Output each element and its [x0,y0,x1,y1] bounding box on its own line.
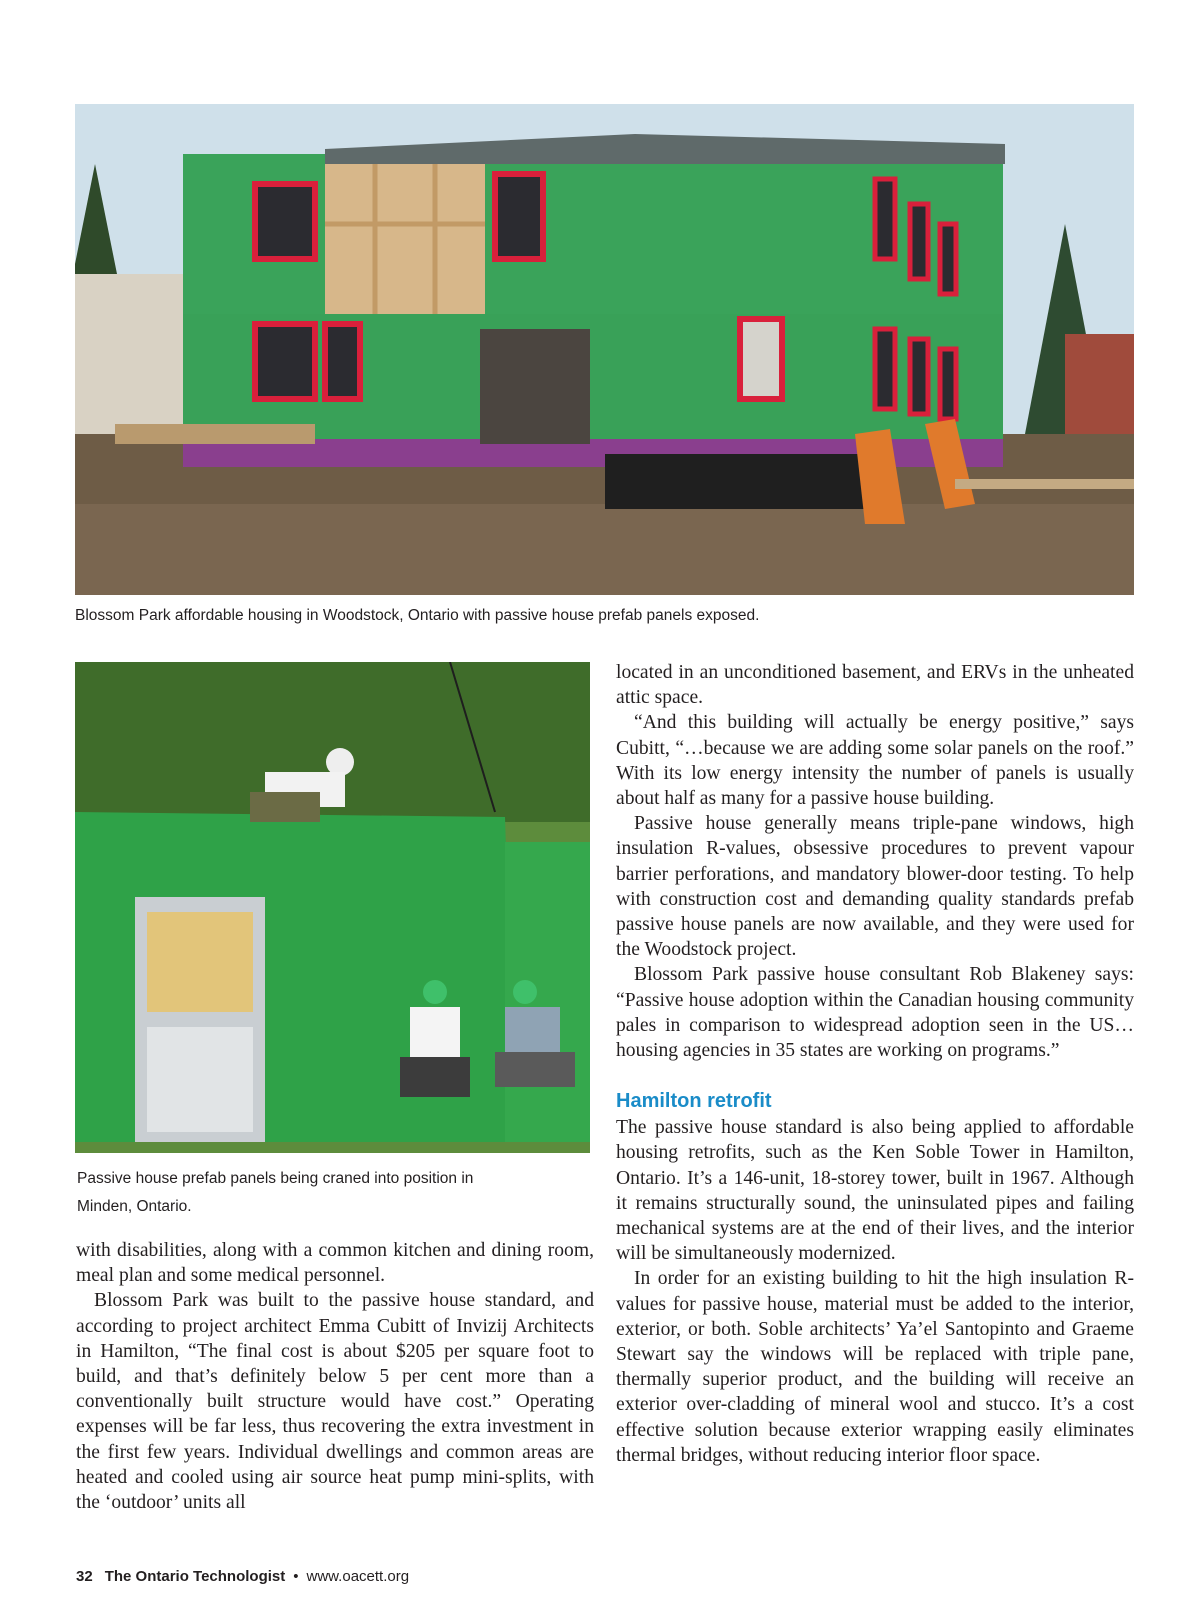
body-paragraph: The passive house standard is also being applied to affordable housing retrofits, such as the Ken Soble Tower in Hamilton, Ontario. It’s a 146-unit, 18-storey tower, built in 1967. Although it remains structurally sound, the uninsulated pipes and failing mechanical systems are at the end of their lives, and the interior will be simultaneously modernized. [616,1117,1134,1265]
side-photo-caption: Passive house prefab panels being craned into position in Minden, Ontario. [77,1170,474,1215]
body-paragraph: located in an unconditioned basement, and ERVs in the unheated attic space. [616,662,1134,709]
body-paragraph: In order for an existing building to hit the high insulation R-values for passive house, material must be added to the interior, exterior, or both. Soble architects’ Ya’el Santopinto and Graeme Stewart say the windows will be replaced with triple pane, thermally superior product, and the building will receive an exterior over-cladding of mineral wool and stucco. It’s a cost effective solution because exterior wrapping easily eliminates thermal bridges, without reducing interior floor space. [616,1268,1134,1466]
building-construction-photo [75,104,1134,595]
footer-separator: • [293,1568,299,1585]
magazine-title: The Ontario Technologist [104,1568,286,1585]
website-link[interactable]: www.oacett.org [306,1568,410,1585]
body-paragraph: Blossom Park passive house consultant Rob Blakeney says: “Passive house adoption within the Canadian housing community pales in comparison to widespread adoption seen in the US…housing agencies in 35 states are working on programs.” [616,964,1134,1062]
body-paragraph: Blossom Park was built to the passive house standard, and according to project architect Emma Cubitt of Invizij Architects in Hamilton, “The final cost is about $205 per square foot to build, and that’s definitely below 5 per cent more than a conventionally built structure would have cost.” Operating expenses will be far less, thus recovering the extra investment in the first few years. Individual dwellings and common areas are heated and cooled using air source heat pump mini-splits, with the ‘outdoor’ units all [76,1290,594,1514]
body-paragraph: Passive house generally means triple-pane windows, high insulation R-values, obsessive procedures to prevent vapour barrier perforations, and mandatory blower-door testing. To help with construction cost and demanding quality standards prefab passive house panels are now available, and they were used for the Woodstock project. [616,813,1134,961]
left-text-column [76,1238,594,1515]
right-text-column [616,660,1134,1468]
page-number: 32 [76,1568,93,1585]
body-paragraph: with disabilities, along with a common kitchen and dining room, meal plan and some medical personnel. [76,1240,594,1287]
section-heading: Hamilton retrofit [616,1090,772,1113]
page-footer [76,1568,409,1585]
top-photo-caption: Blossom Park affordable housing in Woodstock, Ontario with passive house prefab panels exposed. [75,607,760,624]
panel-installation-photo [75,662,590,1153]
body-paragraph: “And this building will actually be energy positive,” says Cubitt, “…because we are adding some solar panels on the roof.” With its low energy intensity the number of panels is usually about half as many for a passive house building. [616,712,1134,810]
